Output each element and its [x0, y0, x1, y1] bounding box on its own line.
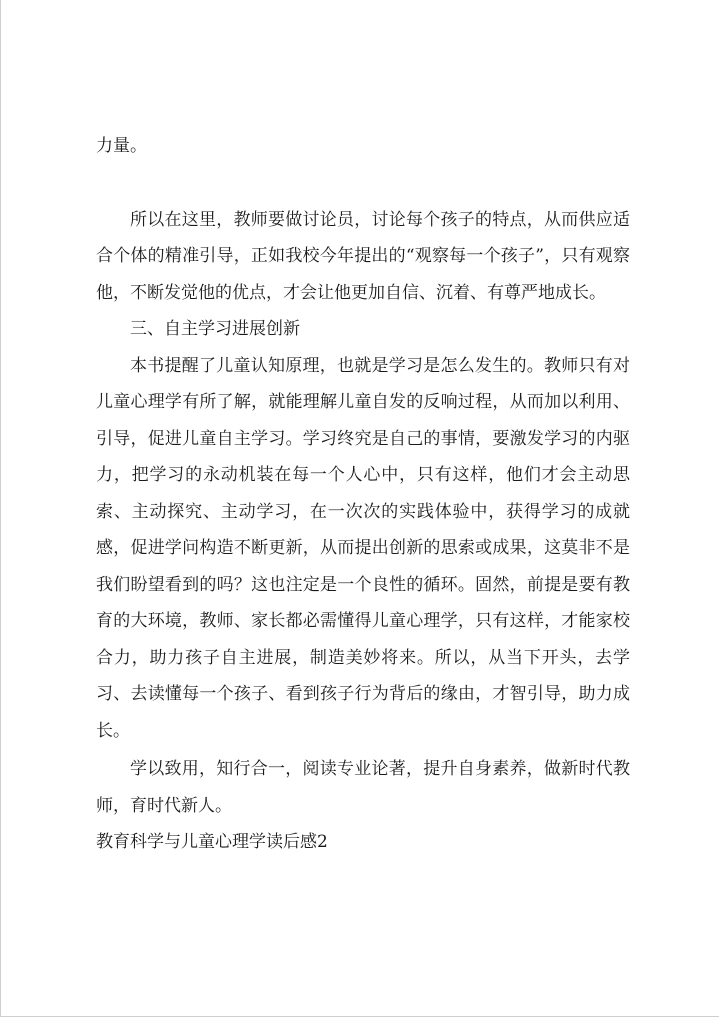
essay-title: 教育科学与儿童心理学读后感2 [96, 832, 328, 852]
section-heading: 三、自主学习进展创新 [130, 319, 300, 339]
document-body [96, 128, 630, 861]
paragraph-conclusion: 学以致用，知行合一，阅读专业论著，提升自身素养，做新时代教师，育时代新人。 [96, 759, 630, 816]
paragraph-observe-children: 所以在这里，教师要做讨论员，讨论每个孩子的特点，从而供应适合个体的精准引导，正如我校今年提出的“观察每一个孩子”，只有观察他，不断发觉他的优点，才会让他更加自信、沉着、有尊严地成长。 [96, 209, 630, 303]
paragraph-self-learning: 本书提醒了儿童认知原理，也就是学习是怎么发生的。教师只有对儿童心理学有所了解，就能理解儿童自发的反响过程，从而加以利用、引导，促进儿童自主学习。学习终究是自己的事情，要激发学习的内驱力，把学习的永动机装在每一个人心中，只有这样，他们才会主动思索、主动探究、主动学习，在一次次的实践体验中，获得学习的成就感，促进学问构造不断更新，从而提出创新的思索或成果，这莫非不是我们盼望看到的吗？这也注定是一个良性的循环。固然，前提是要有教育的大环境，教师、家长都必需懂得儿童心理学，只有这样，才能家校合力，助力孩子自主进展，制造美妙将来。所以，从当下开头，去学习、去读懂每一个孩子、看到孩子行为背后的缘由，才智引导，助力成长。 [96, 355, 630, 741]
paragraph-continuation: 力量。 [96, 136, 147, 156]
